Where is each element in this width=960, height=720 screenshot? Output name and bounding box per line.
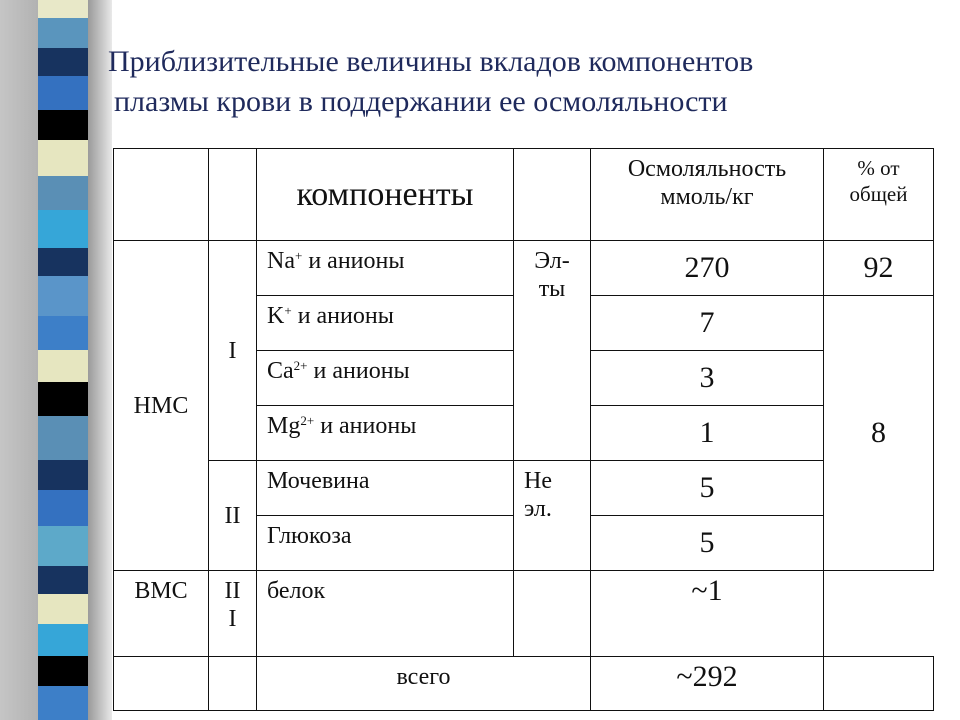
- component-k: K+ и анионы: [257, 296, 514, 351]
- group-vms: ВМС: [114, 571, 209, 657]
- header-percent: [824, 149, 934, 241]
- title-line-1: Приблизительные величины вкладов компонентов: [108, 45, 754, 78]
- component-na: Na+ и анионы: [257, 241, 514, 296]
- stripe-pattern: [38, 0, 88, 720]
- header-blank-type: [514, 149, 591, 241]
- osmolality-table: [113, 148, 934, 711]
- type-non-electrolytes: Не эл.: [514, 461, 591, 571]
- header-components: компоненты: [257, 149, 514, 241]
- component-glucose: Глюкоза: [257, 516, 514, 571]
- percent-rest: 8: [824, 296, 934, 571]
- header-percent-line2: общей: [849, 182, 908, 206]
- table-row: [114, 461, 934, 516]
- type-electrolytes: Эл- ты: [514, 241, 591, 461]
- component-ca: $Ca^{2+}$ и анионы: [257, 351, 514, 406]
- total-row: [114, 657, 934, 711]
- value-ca: 3: [591, 351, 824, 406]
- component-urea: Мочевина: [257, 461, 514, 516]
- header-osmolality: [591, 149, 824, 241]
- value-na: 270: [591, 241, 824, 296]
- decorative-stripe-bar: [0, 0, 112, 720]
- total-label: всего: [257, 657, 591, 711]
- title-line-2: плазмы крови в поддержании ее осмоляльности: [114, 85, 728, 118]
- header-percent-line1: % от: [857, 156, 900, 180]
- header-osmolality-line2: ммоль/кг: [660, 184, 754, 210]
- value-urea: 5: [591, 461, 824, 516]
- value-k: 7: [591, 296, 824, 351]
- component-mg: $Mg^{2+}$ и анионы: [257, 406, 514, 461]
- table-row: [114, 571, 934, 657]
- class-iii: II I: [209, 571, 257, 657]
- header-row: [114, 149, 934, 241]
- header-osmolality-line1: Осмоляльность: [627, 156, 787, 182]
- percent-na: 92: [824, 241, 934, 296]
- value-glucose: 5: [591, 516, 824, 571]
- total-blank-class: [209, 657, 257, 711]
- total-blank-group: [114, 657, 209, 711]
- class-ii: II: [209, 461, 257, 571]
- group-nms: НМС: [114, 241, 209, 571]
- slide-title: [108, 42, 928, 122]
- value-protein: ~1: [591, 571, 824, 657]
- value-mg: 1: [591, 406, 824, 461]
- table-row: [114, 241, 934, 296]
- total-blank-percent: [824, 657, 934, 711]
- total-value: ~292: [591, 657, 824, 711]
- header-blank-class: [209, 149, 257, 241]
- type-blank: [514, 571, 591, 657]
- component-protein: белок: [257, 571, 514, 657]
- header-blank-group: [114, 149, 209, 241]
- class-i: I: [209, 241, 257, 461]
